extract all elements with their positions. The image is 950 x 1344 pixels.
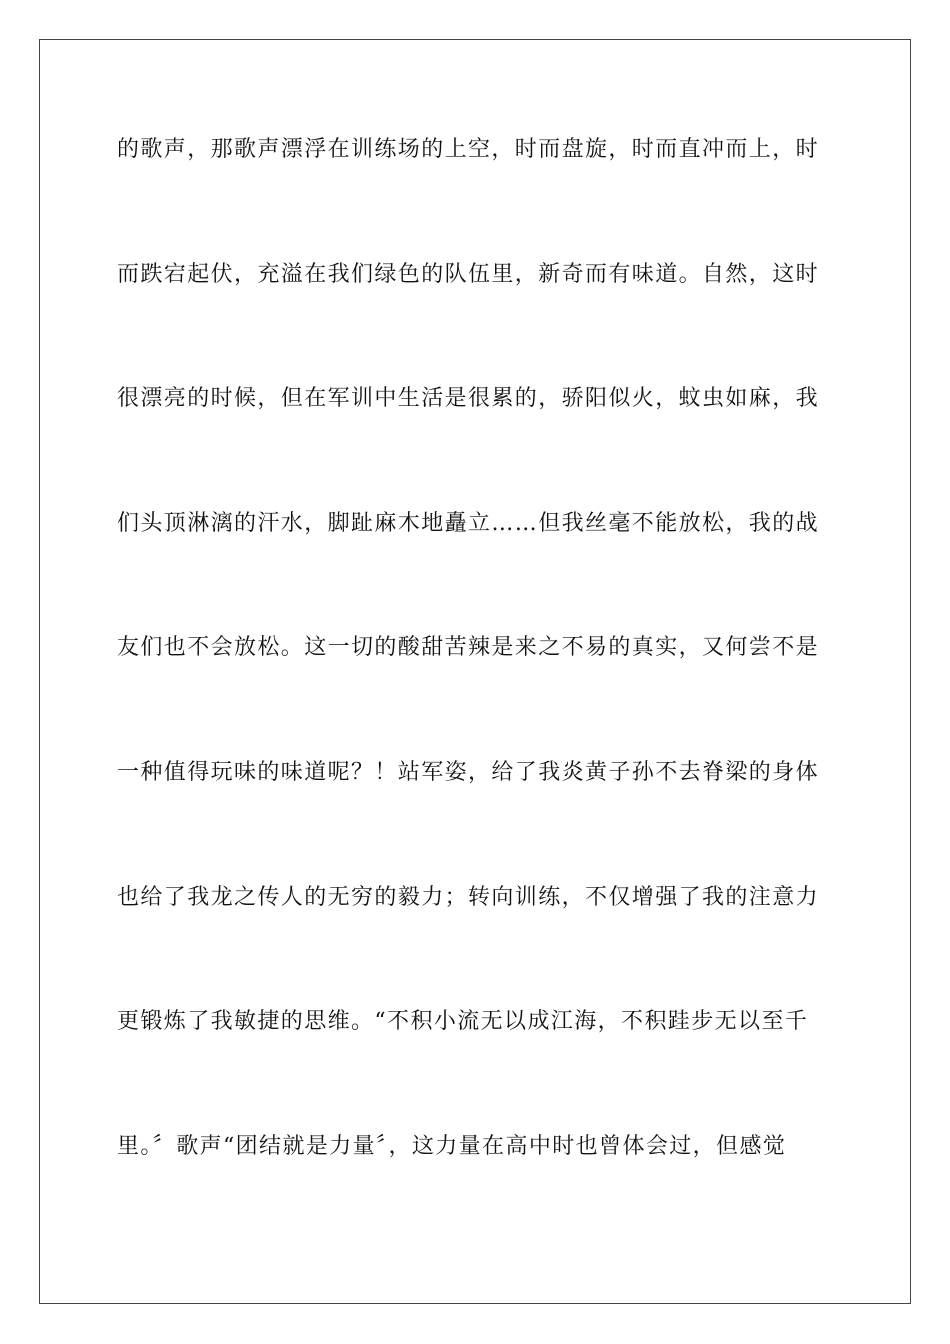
text-line: 友们也不会放松。这一切的酸甜苦辣是来之不易的真实，又何尝不是 xyxy=(117,635,820,661)
text-line: 而跌宕起伏，充溢在我们绿色的队伍里，新奇而有味道。自然，这时 xyxy=(117,261,820,287)
body-text xyxy=(117,126,833,1247)
text-line: 很漂亮的时候，但在军训中生活是很累的，骄阳似火，蚊虫如麻，我 xyxy=(117,386,820,412)
text-line: 们头顶淋漓的汗水，脚趾麻木地矗立……但我丝毫不能放松，我的战 xyxy=(117,510,820,536)
text-line: 更锻炼了我敏捷的思维。“不积小流无以成江海，不积跬步无以至千 xyxy=(117,1009,809,1035)
text-line: 也给了我龙之传人的无穷的毅力；转向训练，不仅增强了我的注意力 xyxy=(117,884,820,910)
text-line: 的歌声，那歌声漂浮在训练场的上空，时而盘旋，时而直冲而上，时 xyxy=(117,137,820,162)
text-line: 一种值得玩味的味道呢？！站军姿，给了我炎黄子孙不去脊梁的身体 xyxy=(117,759,820,785)
text-line: 里。〞歌声“团结就是力量〞，这力量在高中时也曾体会过，但感觉 xyxy=(117,1133,787,1159)
